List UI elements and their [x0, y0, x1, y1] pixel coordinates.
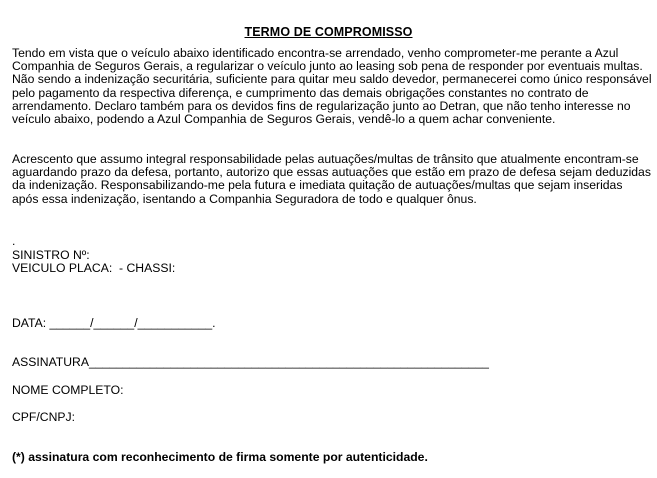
vehicle-plate-chassis-label: VEICULO PLACA: - CHASSI: [12, 261, 176, 275]
cpf-cnpj-field-label: CPF/CNPJ: [12, 410, 75, 424]
stray-dot: . [12, 234, 16, 248]
document-title: TERMO DE COMPROMISSO [244, 25, 413, 39]
date-field: DATA: ______/______/___________. [12, 316, 216, 330]
paragraph-responsibility: Acrescento que assumo integral responsabilidade pelas autuações/multas de trânsito que atualmente encontram-se aguardando prazo da defesa, portanto, autorizo que essas autuações que estão em prazo de defesa sejam deduzidas da indenização. Responsabilizando-me pela futura e imediata quitação de autuações/multas que sejam inseridas após essa indenização, isentando a Companhia Seguradora de todo e qualquer ônus. [12, 152, 651, 206]
full-name-field-label: NOME COMPLETO: [12, 383, 124, 397]
signature-field: ASSINATURA___________________________________________________________ [12, 355, 489, 369]
sinistro-field-label: SINISTRO Nº: [12, 248, 90, 262]
signature-note: (*) assinatura com reconhecimento de firma somente por autenticidade. [12, 450, 428, 464]
paragraph-commitment: Tendo em vista que o veículo abaixo identificado encontra-se arrendado, venho comprometer-me perante a Azul Companhia de Seguros Gerais, a regularizar o veículo junto ao leasing sob pena de responder por eventuais multas. Não sendo a indenização securitária, suficiente para quitar meu saldo devedor, permanecerei como único responsável pelo pagamento da respectiva diferença, e cumprimento das demais obrigações constantes no contrato de arrendamento. Declaro também para os devidos fins de regularização junto ao Detran, que não tenho interesse no veículo abaixo, podendo a Azul Companhia de Seguros Gerais, vendê-lo a quem achar conveniente. [12, 46, 652, 127]
